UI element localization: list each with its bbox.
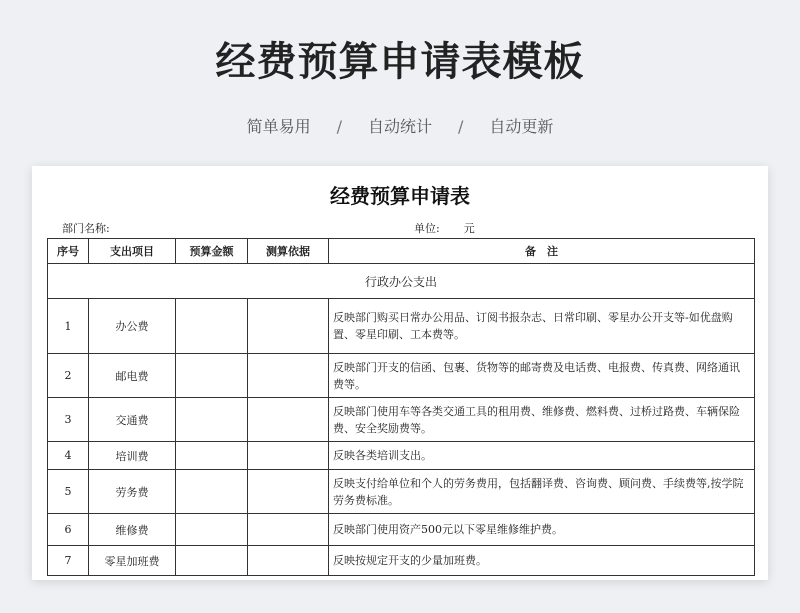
feature-auto-stats: 自动统计 (367, 117, 432, 136)
cell-basis[interactable] (248, 442, 329, 470)
unit-label: 单位: (414, 222, 440, 235)
budget-sheet (32, 166, 768, 580)
cell-no: 4 (48, 442, 89, 470)
cell-no: 7 (48, 546, 89, 576)
cell-basis[interactable] (248, 299, 329, 354)
sheet-title: 经费预算申请表 (330, 184, 470, 208)
budget-table (47, 238, 755, 576)
feature-tagline (0, 114, 800, 137)
cell-note: 反映按规定开支的少量加班费。 (329, 546, 755, 576)
cell-no: 5 (48, 470, 89, 514)
cell-basis[interactable] (248, 546, 329, 576)
cell-note: 反映部门使用车等各类交通工具的租用费、维修费、燃料费、过桥过路费、车辆保险费、安全奖励费等。 (329, 398, 755, 442)
table-row (48, 514, 755, 546)
cell-no: 2 (48, 354, 89, 398)
cell-item: 零星加班费 (89, 546, 176, 576)
cell-note: 反映支付给单位和个人的劳务费用，包括翻译费、咨询费、顾问费、手续费等,按学院劳务费标准。 (329, 470, 755, 514)
cell-no: 1 (48, 299, 89, 354)
table-row (48, 470, 755, 514)
cell-basis[interactable] (248, 354, 329, 398)
cell-note: 反映各类培训支出。 (329, 442, 755, 470)
separator: / (336, 117, 342, 136)
cell-no: 6 (48, 514, 89, 546)
cell-amount[interactable] (176, 354, 248, 398)
cell-note: 反映部门使用资产500元以下零星维修维护费。 (329, 514, 755, 546)
cell-amount[interactable] (176, 546, 248, 576)
table-row (48, 299, 755, 354)
cell-item: 培训费 (89, 442, 176, 470)
col-header-basis: 测算依据 (248, 239, 329, 264)
cell-no: 3 (48, 398, 89, 442)
separator: / (458, 117, 464, 136)
cell-item: 劳务费 (89, 470, 176, 514)
cell-basis[interactable] (248, 470, 329, 514)
col-header-note: 备 注 (329, 239, 755, 264)
table-row (48, 442, 755, 470)
cell-basis[interactable] (248, 398, 329, 442)
cell-amount[interactable] (176, 299, 248, 354)
unit-info (414, 220, 475, 236)
table-row (48, 354, 755, 398)
cell-amount[interactable] (176, 442, 248, 470)
cell-amount[interactable] (176, 470, 248, 514)
cell-note: 反映部门购买日常办公用品、订阅书报杂志、日常印刷、零星办公开支等-如优盘购置、零星印刷、工本费等。 (329, 299, 755, 354)
cell-amount[interactable] (176, 514, 248, 546)
feature-easy: 简单易用 (246, 117, 311, 136)
feature-auto-update: 自动更新 (489, 117, 554, 136)
cell-basis[interactable] (248, 514, 329, 546)
section-label: 行政办公支出 (48, 264, 755, 299)
cell-item: 办公费 (89, 299, 176, 354)
table-row (48, 546, 755, 576)
col-header-amount: 预算金额 (176, 239, 248, 264)
cell-item: 交通费 (89, 398, 176, 442)
col-header-item: 支出项目 (89, 239, 176, 264)
page-title: 经费预算申请表模板 (215, 39, 585, 85)
cell-item: 邮电费 (89, 354, 176, 398)
unit-value: 元 (463, 222, 475, 235)
department-label: 部门名称: (62, 222, 110, 235)
table-row (48, 398, 755, 442)
section-row (48, 264, 755, 299)
cell-item: 维修费 (89, 514, 176, 546)
col-header-no: 序号 (48, 239, 89, 264)
cell-note: 反映部门开支的信函、包裹、货物等的邮寄费及电话费、电报费、传真费、网络通讯费等。 (329, 354, 755, 398)
table-header-row (48, 239, 755, 264)
cell-amount[interactable] (176, 398, 248, 442)
